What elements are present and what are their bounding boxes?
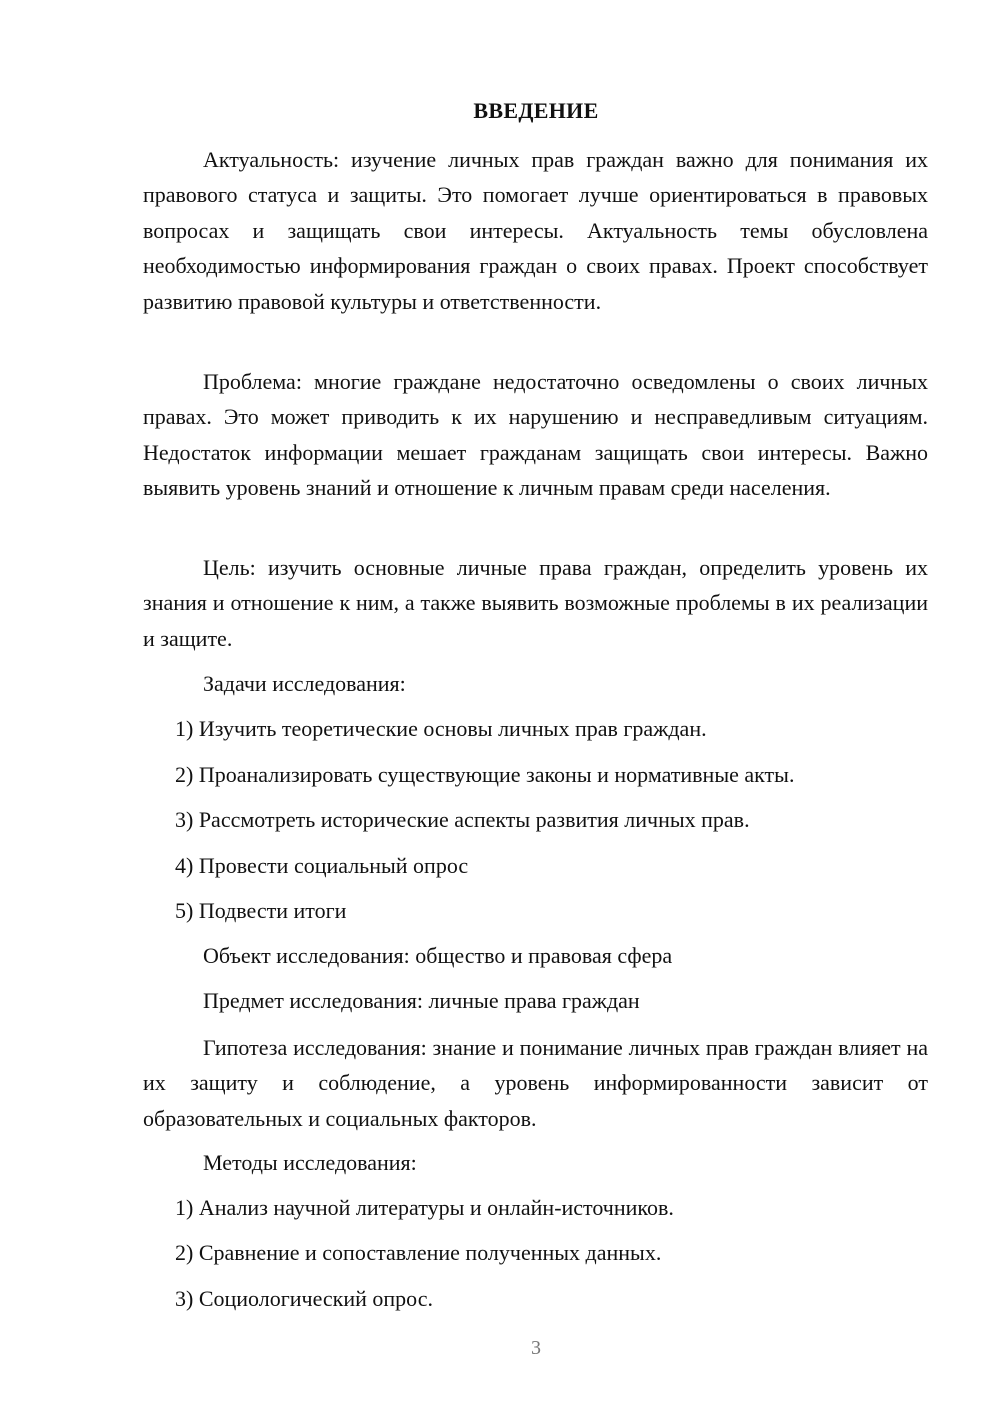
- method-item: 2) Сравнение и сопоставление полученных данных.: [175, 1240, 662, 1265]
- research-object: Объект исследования: общество и правовая сфера: [203, 943, 673, 968]
- hypothesis-paragraph: Гипотеза исследования: знание и понимание личных прав граждан влияет на их защиту и соблюдение, а уровень информированности зависит от образовательных и социальных факторов.: [143, 1035, 928, 1131]
- task-item: 3) Рассмотреть исторические аспекты развития личных прав.: [175, 807, 750, 832]
- method-item: 3) Социологический опрос.: [175, 1286, 433, 1311]
- problem-paragraph: Проблема: многие граждане недостаточно осведомлены о своих личных правах. Это может приводить к их нарушению и несправедливым ситуациям. Недостаток информации мешает гражданам защищать свои интересы. Важно выявить уровень знаний и отношение к личным правам среди населения.: [143, 369, 928, 501]
- goal-paragraph: Цель: изучить основные личные права граждан, определить уровень их знания и отношение к ним, а также выявить возможные проблемы в их реализации и защите.: [143, 555, 928, 651]
- task-item: 1) Изучить теоретические основы личных прав граждан.: [175, 716, 707, 741]
- method-item: 1) Анализ научной литературы и онлайн-источников.: [175, 1195, 674, 1220]
- task-item: 4) Провести социальный опрос: [175, 853, 469, 878]
- research-subject: Предмет исследования: личные права граждан: [203, 988, 640, 1013]
- tasks-title: Задачи исследования:: [203, 671, 406, 696]
- page-title: ВВЕДЕНИЕ: [473, 98, 599, 123]
- actuality-paragraph: Актуальность: изучение личных прав граждан важно для понимания их правового статуса и защиты. Это помогает лучше ориентироваться в правовых вопросах и защищать свои интересы. Актуальность темы обусловлена необходимостью информирования граждан о своих правах. Проект способствует развитию правовой культуры и ответственности.: [143, 147, 928, 314]
- methods-title: Методы исследования:: [203, 1150, 417, 1175]
- page-number: 3: [531, 1337, 541, 1359]
- task-item: 2) Проанализировать существующие законы и нормативные акты.: [175, 762, 795, 787]
- task-item: 5) Подвести итоги: [175, 898, 347, 923]
